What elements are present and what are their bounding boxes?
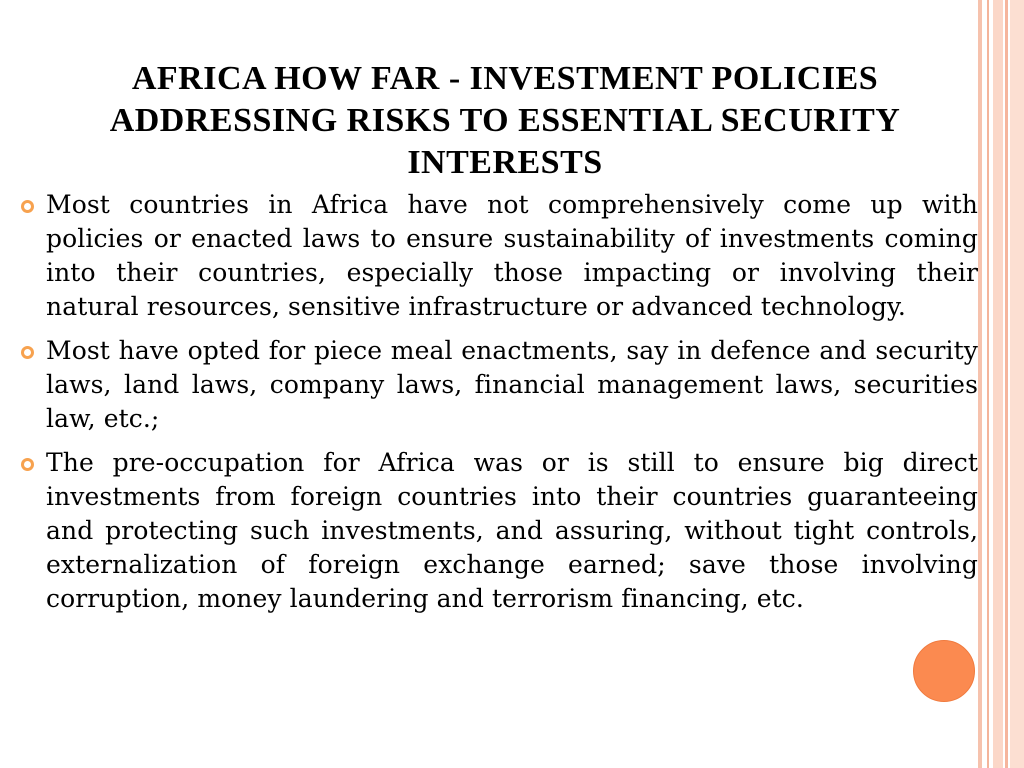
- title-line-1: AFRICA HOW FAR - INVESTMENT POLICIES: [131, 60, 879, 97]
- bullet-text-1: Most countries in Africa have not comprehensively come up with policies or enacted laws to ensure sustainability of investments coming into their countries, especially those impacting or involving their natural resources, sensitive infrastructure or advanced technology.: [46, 190, 978, 321]
- bullet-text-3: The pre-occupation for Africa was or is still to ensure big direct investments from foreign countries into their countries guaranteeing and protecting such investments, and assuring, without tight controls, externalization of foreign exchange earned; save those involving corruption, money laundering and terrorism financing, etc.: [46, 448, 978, 613]
- bullet-ring-icon: [21, 346, 34, 359]
- title-line-3: INTERESTS: [407, 144, 603, 181]
- bullet-ring-icon: [21, 200, 34, 213]
- bullet-ring-icon: [21, 458, 34, 471]
- title-line-2: ADDRESSING RISKS TO ESSENTIAL SECURITY: [109, 102, 901, 139]
- bullet-list: [0, 188, 1024, 626]
- bullet-item-1: [0, 188, 1024, 324]
- bullet-item-3: [0, 446, 1024, 616]
- bullet-item-2: [0, 334, 1024, 436]
- bullet-text-2: Most have opted for piece meal enactments, say in defence and security laws, land laws, company laws, financial management laws, securities law, etc.;: [46, 336, 978, 433]
- decorative-circle: [913, 640, 975, 702]
- slide-title: [50, 58, 960, 184]
